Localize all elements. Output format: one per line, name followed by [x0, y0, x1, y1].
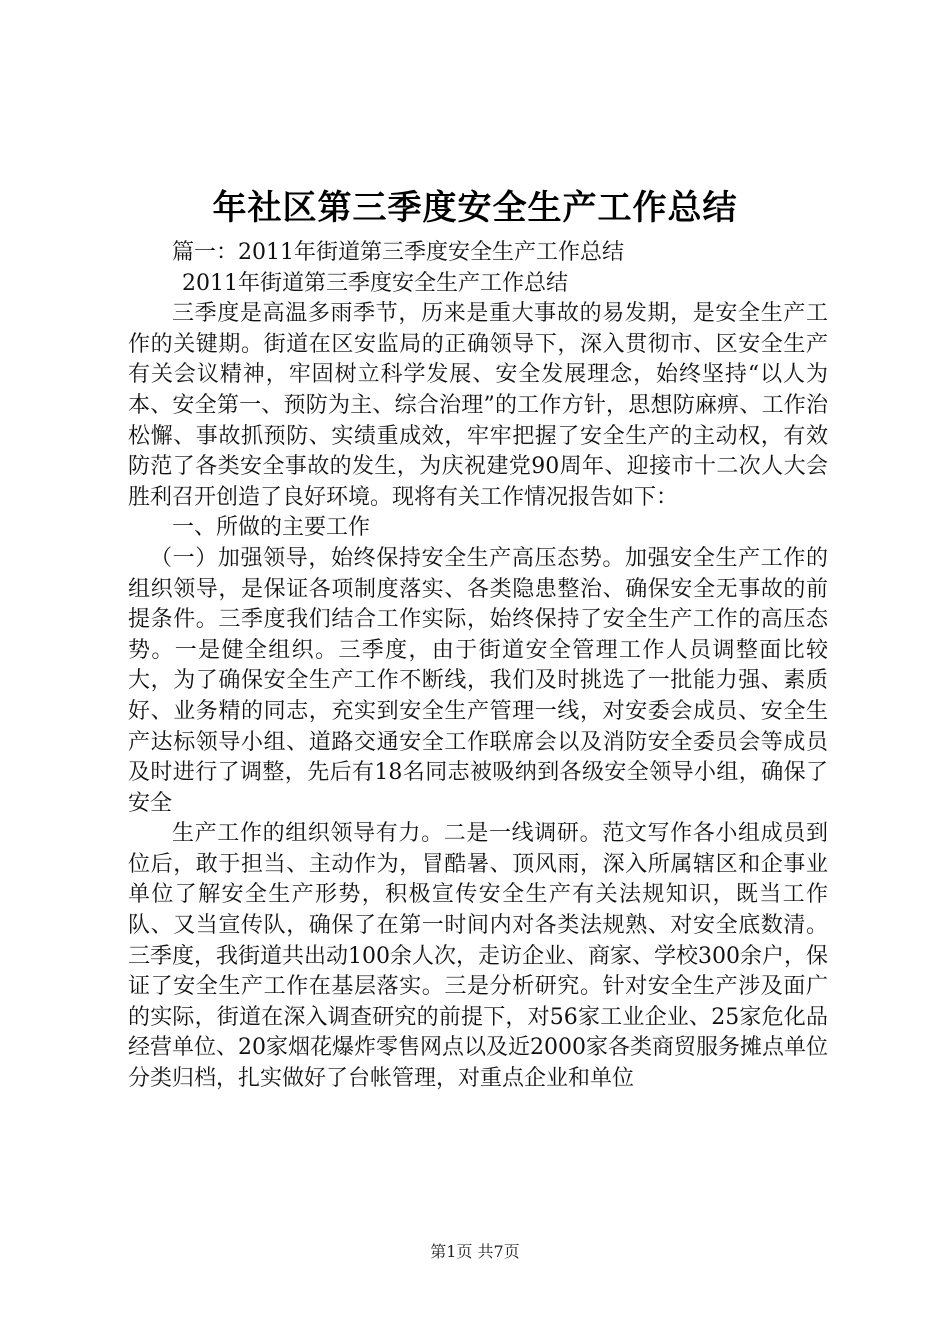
document-title: 年社区第三季度安全生产工作总结: [212, 188, 738, 228]
page-number-footer: 第1页 共7页: [430, 1242, 520, 1261]
section-heading-main-work: 一、所做的主要工作: [172, 515, 371, 541]
paragraph-intro: 三季度是高温多雨季节，历来是重大事故的易发期，是安全生产工作的关键期。街道在区安监局的正确领导下，深入贯彻市、区安全生产有关会议精神，牢固树立科学发展、安全发展理念，始终坚持“以人为本、安全第一、预防为主、综合治理”的工作方针，思想防麻痹、工作治松懈、事故抓预防、实绩重成效，牢牢把握了安全生产的主动权，有效防范了各类安全事故的发生，为庆祝建党90周年、迎接市十二次人大会胜利召开创造了良好环境。现将有关工作情况报告如下：: [128, 301, 828, 510]
paragraph-organization: 生产工作的组织领导有力。二是一线调研。范文写作各小组成员到位后，敢于担当、主动作为，冒酷暑、顶风雨，深入所属辖区和企事业单位了解安全生产形势，积极宣传安全生产有关法规知识，既当工作队、又当宣传队，确保了在第一时间内对各类法规熟、对安全底数清。三季度，我街道共出动100余人次，走访企业、商家、学校300余户，保证了安全生产工作在基层落实。三是分析研究。针对安全生产涉及面广的实际，街道在深入调查研究的前提下，对56家工业企业、25家危化品经营单位、20家烟花爆炸零售网点以及近2000家各类商贸服务摊点单位分类归档，扎实做好了台帐管理，对重点企业和单位: [128, 821, 828, 1092]
subtitle-chapter-one: 篇一：2011年街道第三季度安全生产工作总结: [172, 240, 624, 265]
paragraph-leadership: （一）加强领导，始终保持安全生产高压态势。加强安全生产工作的组织领导，是保证各项制度落实、各类隐患整治、确保安全无事故的前提条件。三季度我们结合工作实际，始终保持了安全生产工作的高压态势。一是健全组织。三季度，由于街道安全管理工作人员调整面比较大，为了确保安全生产工作不断线，我们及时挑选了一批能力强、素质好、业务精的同志，充实到安全生产管理一线，对安委会成员、安全生产达标领导小组、道路交通安全工作联席会以及消防安全委员会等成员及时进行了调整，先后有18名同志被吸纳到各级安全领导小组，确保了安全: [128, 545, 828, 816]
subtitle-report-title: 2011年街道第三季度安全生产工作总结: [182, 270, 568, 296]
document-body: [128, 238, 828, 1095]
